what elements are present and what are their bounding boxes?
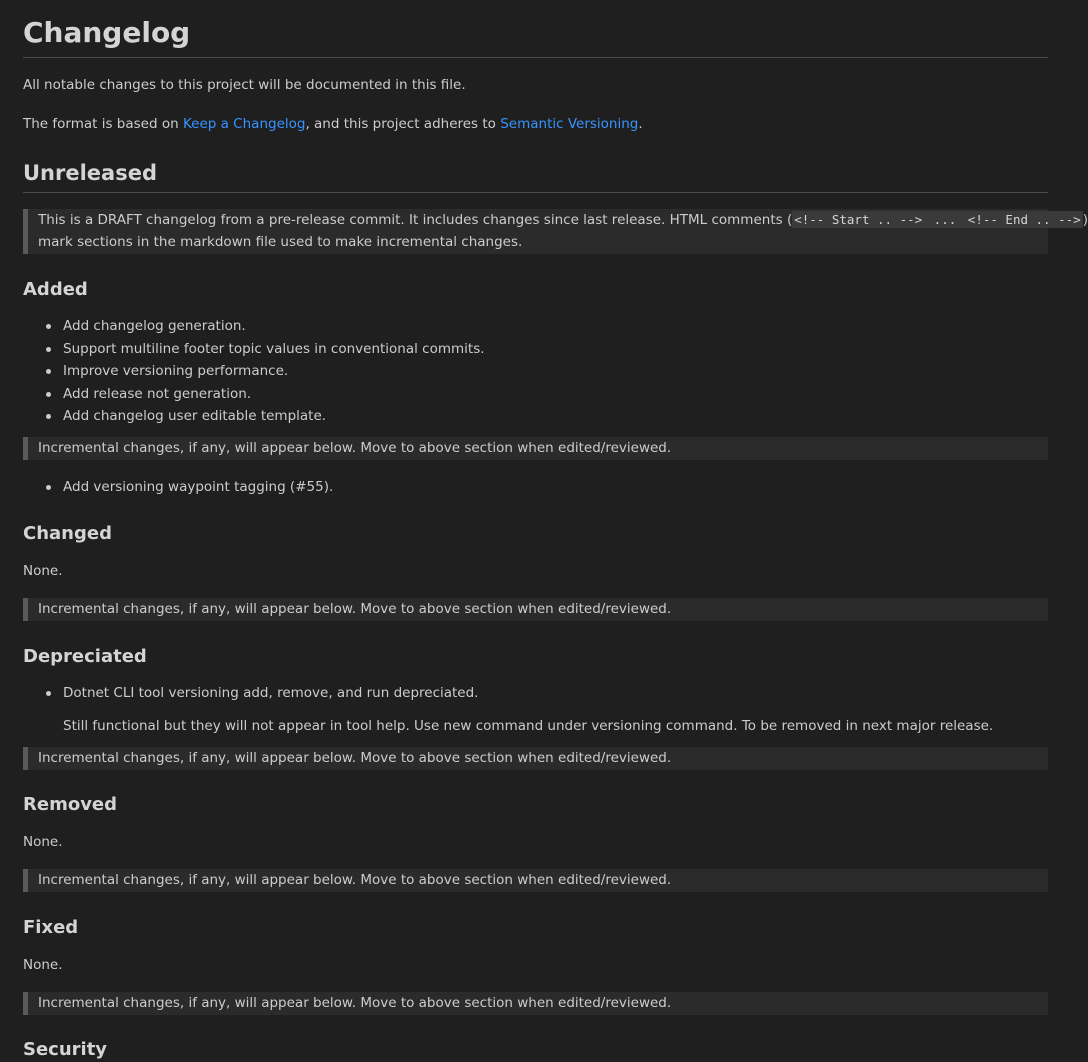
changed-heading: Changed <box>23 523 112 544</box>
removed-incremental-note: Incremental changes, if any, will appear below. Move to above section when edited/reviewed. <box>23 869 1048 892</box>
removed-text: None. <box>23 834 63 850</box>
draft-note-blockquote <box>23 209 1088 254</box>
format-middle: , and this project adheres to <box>305 116 501 132</box>
added-incremental-list <box>23 476 333 499</box>
fixed-incremental-note: Incremental changes, if any, will appear below. Move to above section when edited/reviewed. <box>23 992 1048 1015</box>
depreciated-heading: Depreciated <box>23 646 147 667</box>
page-title: Changelog <box>23 16 191 49</box>
added-list <box>23 315 485 428</box>
start-comment-code: <!-- Start .. --> <box>794 212 923 227</box>
added-heading: Added <box>23 279 88 300</box>
list-item: Add versioning waypoint tagging (#55). <box>63 476 333 499</box>
added-incremental-note: Incremental changes, if any, will appear below. Move to above section when edited/reviewed. <box>23 437 1048 460</box>
format-paragraph <box>23 114 643 134</box>
list-item: Add changelog generation. <box>63 315 485 338</box>
semantic-versioning-link[interactable]: Semantic Versioning <box>500 116 639 132</box>
unreleased-heading: Unreleased <box>23 161 157 185</box>
list-item: Support multiline footer topic values in conventional commits. <box>63 338 485 361</box>
title-divider <box>23 57 1048 58</box>
fixed-heading: Fixed <box>23 917 79 938</box>
format-suffix: . <box>638 116 643 132</box>
draft-note-line-2: mark sections in the markdown file used to make incremental changes. <box>38 234 523 250</box>
changed-incremental-note: Incremental changes, if any, will appear below. Move to above section when edited/reviewed. <box>23 598 1048 621</box>
removed-heading: Removed <box>23 794 118 815</box>
keep-a-changelog-link[interactable]: Keep a Changelog <box>182 116 306 132</box>
list-item: Improve versioning performance. <box>63 360 485 383</box>
list-item: Add release not generation. <box>63 383 485 406</box>
end-comment-code: <!-- End .. --> <box>967 212 1081 227</box>
list-item: Add changelog user editable template. <box>63 405 485 428</box>
depreciated-list <box>23 682 478 705</box>
changed-text: None. <box>23 563 63 579</box>
list-item: Dotnet CLI tool versioning add, remove, and run depreciated. <box>63 682 478 705</box>
unreleased-divider <box>23 192 1048 193</box>
draft-note-line-1: This is a DRAFT changelog from a pre-release commit. It includes changes since last release. HTML comments ( <!-- Start .. --> ... <!-- End .. --> ) <box>38 212 1088 228</box>
ellipsis-code: ... <box>926 212 964 227</box>
depreciated-item-detail: Still functional but they will not appear in tool help. Use new command under versioning command. To be removed in next major release. <box>63 718 994 734</box>
format-prefix: The format is based on <box>23 116 183 132</box>
depreciated-incremental-note: Incremental changes, if any, will appear below. Move to above section when edited/reviewed. <box>23 747 1048 770</box>
fixed-text: None. <box>23 957 63 973</box>
security-heading: Security <box>23 1039 108 1060</box>
intro-paragraph: All notable changes to this project will be documented in this file. <box>23 77 466 93</box>
